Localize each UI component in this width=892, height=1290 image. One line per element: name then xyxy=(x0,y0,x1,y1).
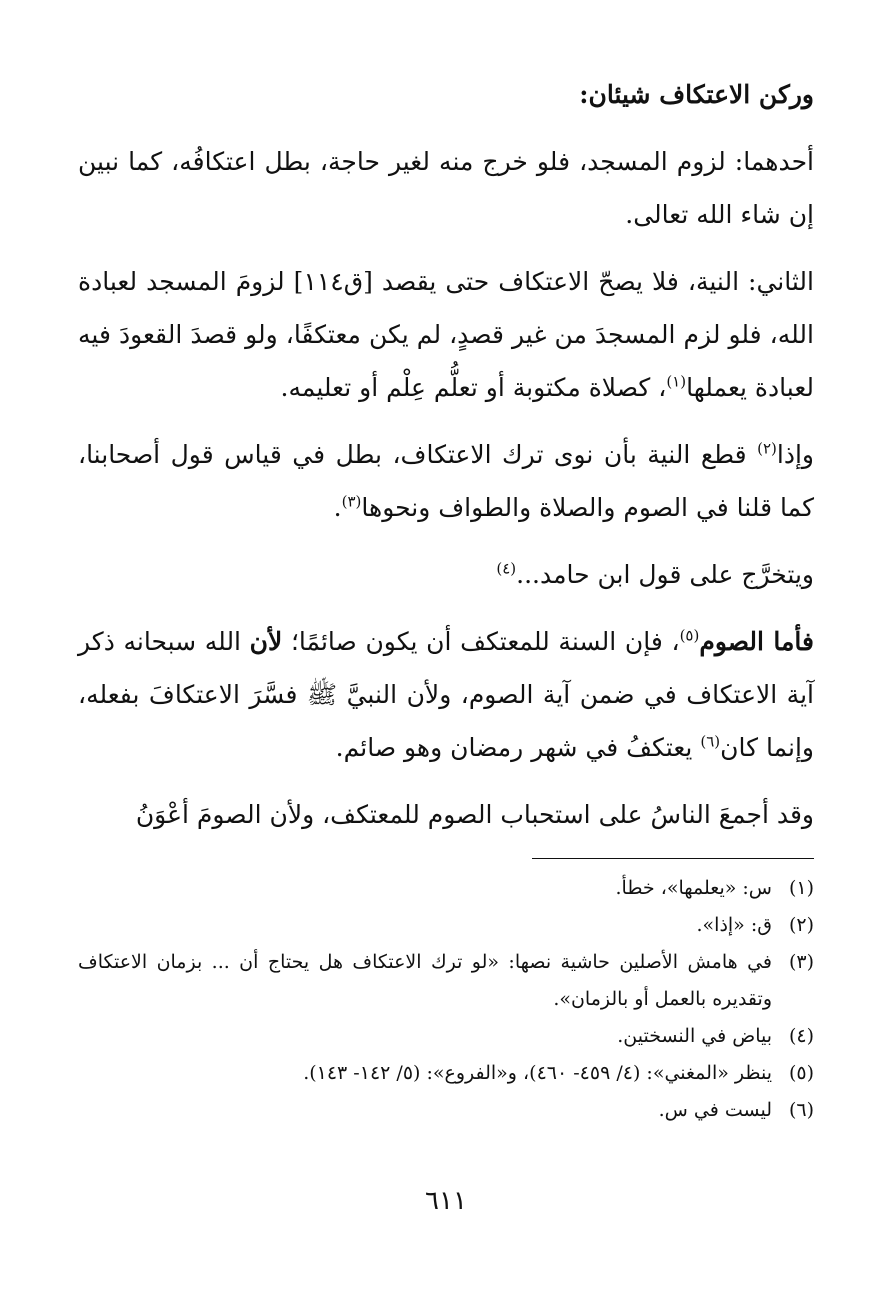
footnote-1 xyxy=(78,870,814,907)
footnote-ref-5: (٥) xyxy=(679,626,700,645)
footnote-number: (٥) xyxy=(788,1062,814,1084)
paragraph-3-text-b: قطع النية بأن نوى ترك الاعتكاف، بطل في قياس قول أصحابنا، كما قلنا في الصوم والصلاة والطواف ونحوها xyxy=(78,440,814,522)
footnote-text: ليست في س. xyxy=(658,1099,772,1121)
footnote-separator xyxy=(532,858,814,859)
paragraph-5-text-b: الله سبحانه ذكر آية الاعتكاف في ضمن آية الصوم، ولأن النبيَّ ﷺ فسَّرَ الاعتكافَ بفعله، وإنما كان xyxy=(78,627,814,762)
paragraph-3 xyxy=(78,428,814,534)
footnote-ref-4: (٤) xyxy=(496,559,517,578)
paragraph-5-bold-lead: فأما الصوم xyxy=(699,627,814,656)
footnote-2 xyxy=(78,907,814,944)
paragraph-4-text: ويتخرَّج على قول ابن حامد... xyxy=(516,560,814,589)
paragraph-5-bold-word: لأن xyxy=(249,627,283,656)
paragraph-3-text-c: . xyxy=(333,493,342,522)
footnote-ref-6: (٦) xyxy=(700,732,721,751)
footnote-text: ق: «إذا». xyxy=(696,914,772,936)
main-text xyxy=(78,68,814,855)
paragraph-6 xyxy=(78,788,814,841)
footnote-5 xyxy=(78,1055,814,1092)
section-heading: وركن الاعتكاف شيئان: xyxy=(579,80,814,109)
footnote-text: في هامش الأصلين حاشية نصها: «لو ترك الاعتكاف هل يحتاج أن ... بزمان الاعتكاف وتقديره بالعمل أو بالزمان». xyxy=(78,951,772,1010)
footnote-text: س: «يعلمها»، خطأ. xyxy=(615,877,772,899)
footnote-text: بياض في النسختين. xyxy=(617,1025,772,1047)
paragraph-1-text: أحدهما: لزوم المسجد، فلو خرج منه لغير حاجة، بطل اعتكافُه، كما نبين إن شاء الله تعالى. xyxy=(78,147,814,229)
footnote-ref-2: (٢) xyxy=(757,439,777,458)
paragraph-2-text-b: ، كصلاة مكتوبة أو تعلُّم عِلْم أو تعليمه. xyxy=(280,373,667,402)
footnote-text: ينظر «المغني»: (٤/ ٤٥٩- ٤٦٠)، و«الفروع»: (٥/ ١٤٢- ١٤٣). xyxy=(303,1062,772,1084)
paragraph-6-text: وقد أجمعَ الناسُ على استحباب الصوم للمعتكف، ولأن الصومَ أعْوَنُ xyxy=(135,800,814,829)
footnote-ref-3: (٣) xyxy=(341,492,362,511)
paragraph-2 xyxy=(78,255,814,414)
footnote-number: (٤) xyxy=(788,1025,814,1047)
paragraph-5 xyxy=(78,615,814,774)
footnote-number: (٦) xyxy=(788,1099,814,1121)
paragraph-4 xyxy=(78,548,814,601)
footnote-4 xyxy=(78,1018,814,1055)
page-number: ٦١١ xyxy=(425,1186,467,1216)
paragraph-2-text-a: الثاني: النية، فلا يصحّ الاعتكاف حتى يقصد [ق١١٤] لزومَ المسجد لعبادة الله، فلو لزم المسجدَ من غير قصدٍ، لم يكن معتكفًا، ولو قصدَ القعودَ فيه لعبادة يعملها xyxy=(78,267,814,402)
footnote-ref-1: (١) xyxy=(666,372,687,391)
paragraph-3-text-a: وإذا xyxy=(776,440,814,469)
paragraph-1 xyxy=(78,135,814,241)
footnotes xyxy=(78,870,814,1129)
footnote-number: (٣) xyxy=(788,951,814,973)
paragraph-5-text-c: يعتكفُ في شهر رمضان وهو صائم. xyxy=(335,733,701,762)
footnote-3 xyxy=(78,944,814,1018)
footnote-number: (٢) xyxy=(788,914,814,936)
paragraph-5-text-a: ، فإن السنة للمعتكف أن يكون صائمًا؛ xyxy=(282,627,680,656)
footnote-number: (١) xyxy=(788,877,814,899)
footnote-6 xyxy=(78,1092,814,1129)
